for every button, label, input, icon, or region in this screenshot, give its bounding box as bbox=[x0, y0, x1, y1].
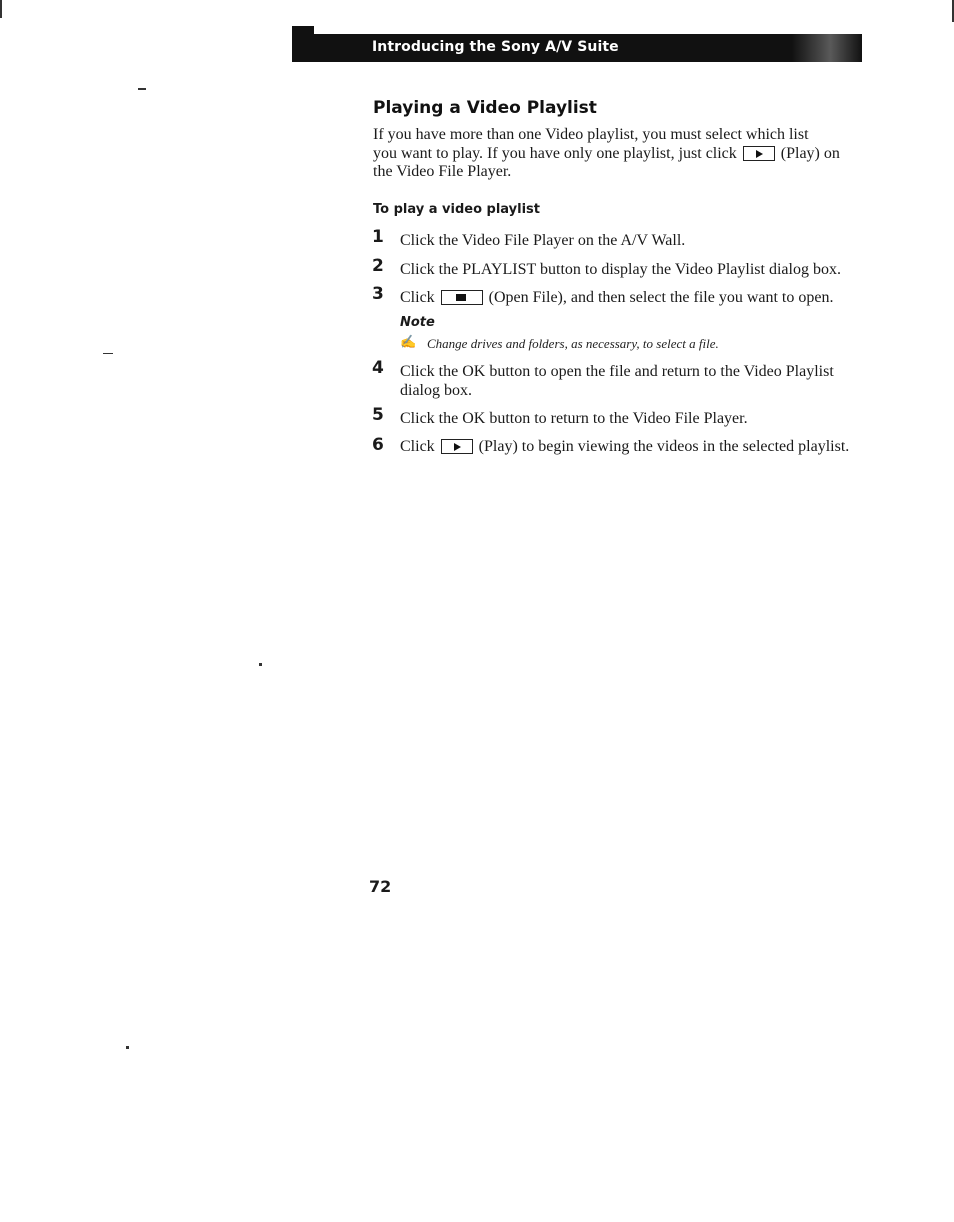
note-text: Change drives and folders, as necessary, to select a file. bbox=[427, 336, 719, 351]
intro-line-1: If you have more than one Video playlist, you must select which list bbox=[373, 126, 809, 143]
header-fade bbox=[792, 34, 862, 62]
step-4-line-1: Click the OK button to open the file and return to the Video Playlist bbox=[400, 363, 834, 380]
step-text-5: Click the OK button to return to the Video File Player. bbox=[400, 410, 748, 427]
step-text-3 bbox=[400, 288, 880, 307]
play-button-icon bbox=[441, 439, 473, 454]
scan-speck bbox=[103, 353, 113, 354]
step-number-6: 6 bbox=[372, 435, 384, 455]
step-3-pre: Click bbox=[400, 289, 435, 306]
scan-speck bbox=[138, 88, 146, 90]
chapter-title: Introducing the Sony A/V Suite bbox=[372, 39, 619, 55]
procedure-title: To play a video playlist bbox=[373, 202, 541, 217]
page-number: 72 bbox=[369, 877, 392, 896]
step-number-1: 1 bbox=[372, 227, 384, 247]
step-number-4: 4 bbox=[372, 358, 384, 378]
open-file-icon bbox=[441, 290, 483, 305]
step-6-pre: Click bbox=[400, 438, 435, 455]
step-number-2: 2 bbox=[372, 256, 384, 276]
scan-speck bbox=[126, 1046, 129, 1049]
step-text-1: Click the Video File Player on the A/V Wall. bbox=[400, 232, 686, 249]
step-number-3: 3 bbox=[372, 284, 384, 304]
step-4-line-2: dialog box. bbox=[400, 382, 472, 399]
intro-line-3: the Video File Player. bbox=[373, 163, 512, 180]
intro-line-2-post: (Play) on bbox=[780, 144, 840, 162]
intro-line-2-pre: you want to play. If you have only one playlist, just click bbox=[373, 144, 737, 162]
step-6-post: (Play) to begin viewing the videos in the selected playlist. bbox=[478, 438, 850, 455]
chapter-header-bar bbox=[292, 34, 862, 62]
step-text-4 bbox=[400, 362, 880, 400]
section-heading: Playing a Video Playlist bbox=[373, 98, 597, 118]
step-text-6 bbox=[400, 437, 880, 456]
play-button-icon bbox=[743, 146, 775, 161]
step-text-2: Click the PLAYLIST button to display the Video Playlist dialog box. bbox=[400, 261, 841, 278]
intro-line-2 bbox=[373, 145, 873, 164]
intro-paragraph bbox=[373, 126, 873, 182]
scan-speck bbox=[259, 663, 262, 666]
note-label: Note bbox=[400, 315, 435, 330]
step-3-post: (Open File), and then select the file you want to open. bbox=[488, 289, 834, 306]
step-number-5: 5 bbox=[372, 405, 384, 425]
scan-edge-mark bbox=[0, 0, 2, 18]
header-tab-mark bbox=[292, 26, 314, 62]
pencil-note-icon: ✍ bbox=[400, 334, 417, 349]
